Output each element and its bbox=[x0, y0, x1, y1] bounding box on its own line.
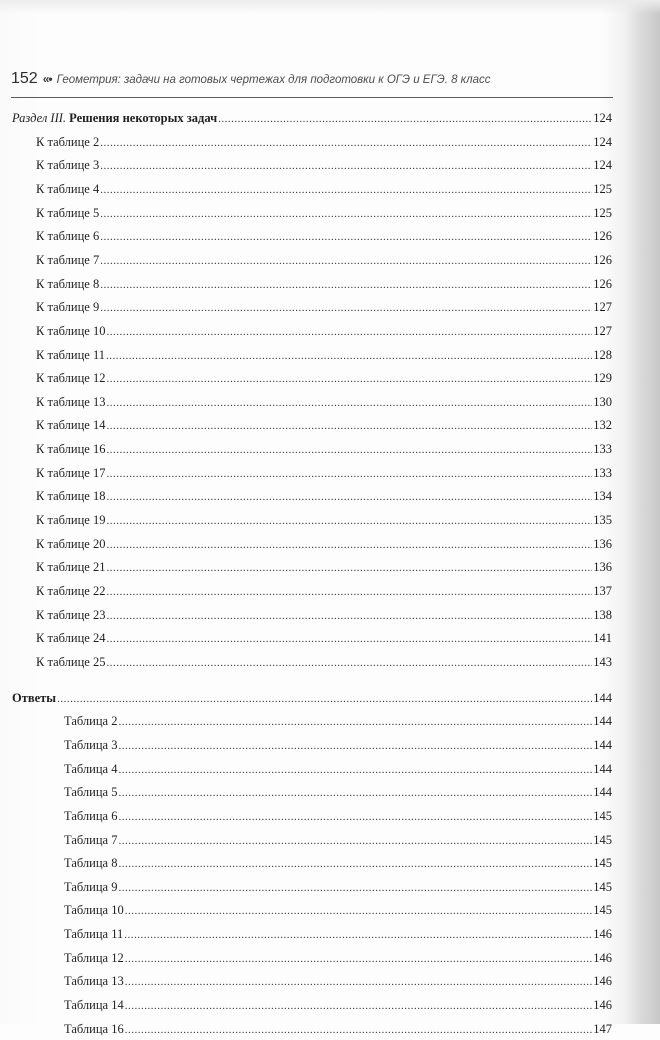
entry-label bbox=[36, 345, 105, 365]
entry-label bbox=[36, 581, 105, 601]
entry-text: К таблице 10 bbox=[36, 323, 106, 338]
running-header bbox=[11, 70, 612, 92]
toc-entry bbox=[36, 415, 612, 435]
entry-text: К таблице 3 bbox=[36, 158, 100, 173]
dot-leader bbox=[100, 275, 592, 295]
toc-entry bbox=[64, 853, 612, 873]
entry-label bbox=[64, 995, 124, 1015]
page-ref: 145 bbox=[593, 856, 612, 871]
entry-label bbox=[64, 853, 117, 873]
entry-label bbox=[64, 782, 117, 802]
entry-label bbox=[36, 652, 105, 672]
entry-text: К таблице 9 bbox=[36, 300, 100, 315]
toc-entry bbox=[64, 1019, 612, 1039]
page-ref: 144 bbox=[593, 785, 612, 800]
toc-entry bbox=[36, 486, 612, 506]
entry-text: Таблица 4 bbox=[64, 761, 118, 776]
dot-leader bbox=[106, 487, 592, 507]
dot-leader bbox=[106, 511, 592, 531]
section-name: Решения некоторых задач bbox=[69, 111, 218, 125]
entry-text: К таблице 20 bbox=[36, 536, 106, 551]
toc-entry bbox=[64, 924, 612, 944]
entry-label bbox=[64, 877, 117, 897]
page-ref: 127 bbox=[593, 323, 612, 338]
dot-leader bbox=[218, 109, 592, 129]
entry-label bbox=[36, 510, 105, 530]
entry-text: Таблица 14 bbox=[64, 998, 124, 1013]
entry-label bbox=[64, 900, 124, 920]
dot-leader bbox=[100, 180, 592, 200]
page-ref: 130 bbox=[593, 394, 612, 409]
entry-text: К таблице 6 bbox=[36, 229, 100, 244]
page-ref: 144 bbox=[593, 714, 612, 729]
entry-label bbox=[36, 534, 105, 554]
toc-entry bbox=[64, 759, 612, 779]
page-ref: 133 bbox=[593, 442, 612, 457]
dot-leader bbox=[118, 807, 592, 827]
dot-leader bbox=[106, 346, 592, 366]
entry-text: Таблица 3 bbox=[64, 737, 118, 752]
entry-label bbox=[36, 463, 105, 483]
toc-entry bbox=[36, 250, 612, 270]
entry-text: Таблица 9 bbox=[64, 879, 118, 894]
dot-leader bbox=[57, 689, 592, 709]
dot-leader bbox=[106, 322, 592, 342]
dot-leader bbox=[125, 901, 593, 921]
dot-leader bbox=[118, 712, 592, 732]
entry-text: К таблице 4 bbox=[36, 181, 100, 196]
entry-text: К таблице 12 bbox=[36, 371, 106, 386]
entry-label bbox=[36, 439, 105, 459]
page-ref: 132 bbox=[593, 418, 612, 433]
entry-label bbox=[64, 1019, 124, 1039]
page-ref: 127 bbox=[593, 300, 612, 315]
entry-label bbox=[36, 392, 105, 412]
toc-entry bbox=[36, 628, 612, 648]
entry-label bbox=[36, 179, 99, 199]
toc-entry bbox=[64, 735, 612, 755]
dot-leader bbox=[100, 156, 592, 176]
page-top-shadow bbox=[0, 0, 660, 14]
dot-leader bbox=[118, 854, 592, 874]
page-ref: 144 bbox=[593, 690, 612, 705]
entry-label bbox=[36, 274, 99, 294]
dot-leader bbox=[100, 133, 592, 153]
entry-text: Таблица 16 bbox=[64, 1021, 124, 1036]
entry-label bbox=[64, 806, 117, 826]
entry-label bbox=[64, 711, 117, 731]
page-ref: 124 bbox=[593, 134, 612, 149]
dot-leader bbox=[125, 1020, 593, 1040]
toc-entry bbox=[64, 948, 612, 968]
entry-text: Таблица 5 bbox=[64, 785, 118, 800]
entry-text: Таблица 7 bbox=[64, 832, 118, 847]
toc-entry bbox=[36, 392, 612, 412]
dot-leader bbox=[118, 878, 592, 898]
dot-leader bbox=[125, 972, 593, 992]
page-ref: 125 bbox=[593, 181, 612, 196]
entry-text: К таблице 22 bbox=[36, 584, 106, 598]
toc-entry bbox=[36, 605, 612, 625]
entry-text: К таблице 24 bbox=[36, 631, 106, 646]
entry-text: К таблице 18 bbox=[36, 489, 106, 504]
toc-section-heading bbox=[12, 108, 612, 128]
page-ref: 146 bbox=[593, 998, 612, 1013]
entry-text: Таблица 12 bbox=[64, 950, 124, 965]
entry-text: Таблица 13 bbox=[64, 974, 124, 989]
toc-entry bbox=[36, 155, 612, 175]
entry-label bbox=[36, 250, 99, 270]
dot-leader bbox=[106, 393, 592, 413]
entry-label bbox=[36, 486, 105, 506]
dot-leader bbox=[106, 440, 592, 460]
toc-entry bbox=[36, 463, 612, 483]
toc-entry bbox=[36, 557, 612, 577]
section-title bbox=[12, 108, 217, 128]
entry-text: К таблице 23 bbox=[36, 607, 106, 622]
dot-leader bbox=[100, 298, 592, 318]
entry-text: К таблице 16 bbox=[36, 442, 106, 457]
entry-label bbox=[36, 203, 99, 223]
page-ref: 143 bbox=[593, 654, 612, 669]
toc-entry bbox=[36, 274, 612, 294]
dot-leader bbox=[106, 558, 592, 578]
page-ref: 145 bbox=[593, 903, 612, 918]
page-ref: 144 bbox=[593, 761, 612, 776]
page-ref: 126 bbox=[593, 229, 612, 244]
page-ref: 137 bbox=[593, 584, 612, 598]
toc-entry bbox=[36, 581, 612, 601]
entry-text: Таблица 6 bbox=[64, 808, 118, 823]
dot-leader bbox=[118, 736, 592, 756]
section-name: Ответы bbox=[12, 690, 57, 705]
dot-leader bbox=[106, 629, 592, 649]
toc-entry bbox=[64, 900, 612, 920]
entry-text: К таблице 11 bbox=[36, 347, 106, 362]
page-ref: 133 bbox=[593, 465, 612, 480]
page-ref: 145 bbox=[593, 832, 612, 847]
toc-entry bbox=[64, 877, 612, 897]
entry-label bbox=[64, 830, 117, 850]
toc-entry bbox=[64, 711, 612, 731]
dot-leader bbox=[124, 925, 592, 945]
toc-entry bbox=[36, 179, 612, 199]
entry-text: Таблица 11 bbox=[64, 927, 124, 942]
entry-text: К таблице 14 bbox=[36, 418, 106, 433]
dot-leader bbox=[118, 831, 592, 851]
entry-text: К таблице 13 bbox=[36, 394, 106, 409]
page-ref: 134 bbox=[593, 489, 612, 504]
dot-leader bbox=[125, 949, 593, 969]
page-ref: 136 bbox=[593, 536, 612, 551]
toc-entry bbox=[36, 203, 612, 223]
entry-label bbox=[36, 368, 105, 388]
entry-label bbox=[36, 605, 105, 625]
page-number: 152 bbox=[11, 70, 38, 87]
page-ref: 141 bbox=[593, 631, 612, 646]
toc-entry bbox=[36, 534, 612, 554]
toc-entry bbox=[64, 782, 612, 802]
entry-label bbox=[36, 321, 105, 341]
toc-entry bbox=[36, 132, 612, 152]
page-ref: 146 bbox=[593, 974, 612, 989]
dot-leader bbox=[106, 369, 592, 389]
entry-text: К таблице 19 bbox=[36, 513, 106, 528]
entry-text: Таблица 8 bbox=[64, 856, 118, 871]
dot-leader bbox=[100, 227, 592, 247]
toc-entry bbox=[36, 226, 612, 246]
dot-leader bbox=[106, 653, 592, 673]
toc-entry bbox=[36, 321, 612, 341]
header-ornament: «• bbox=[42, 72, 52, 86]
toc-entry bbox=[64, 830, 612, 850]
entry-label bbox=[36, 155, 99, 175]
dot-leader bbox=[118, 783, 592, 803]
entry-label bbox=[64, 924, 123, 944]
dot-leader bbox=[106, 416, 592, 436]
toc-entry bbox=[36, 439, 612, 459]
dot-leader bbox=[125, 996, 593, 1016]
page-ref: 146 bbox=[593, 927, 612, 942]
page-ref: 126 bbox=[593, 276, 612, 291]
page-ref: 124 bbox=[593, 111, 612, 125]
toc-entry bbox=[36, 368, 612, 388]
entry-label bbox=[36, 226, 99, 246]
toc-entry bbox=[64, 971, 612, 991]
entry-label bbox=[36, 297, 99, 317]
page-ref: 144 bbox=[593, 737, 612, 752]
page-ref: 125 bbox=[593, 205, 612, 220]
entry-label bbox=[36, 628, 105, 648]
dot-leader bbox=[106, 606, 592, 626]
dot-leader bbox=[100, 204, 592, 224]
entry-text: Таблица 10 bbox=[64, 903, 124, 918]
dot-leader bbox=[118, 760, 592, 780]
page-ref: 126 bbox=[593, 252, 612, 267]
entry-label bbox=[64, 735, 117, 755]
page-ref: 146 bbox=[593, 950, 612, 965]
entry-text: К таблице 25 bbox=[36, 654, 106, 669]
dot-leader bbox=[106, 535, 592, 555]
page-ref: 124 bbox=[593, 158, 612, 173]
entry-label bbox=[36, 415, 105, 435]
book-title: Геометрия: задачи на готовых чертежах для подготовки к ОГЭ и ЕГЭ. 8 класс bbox=[56, 74, 491, 86]
page-ref: 147 bbox=[593, 1021, 612, 1036]
header-rule bbox=[11, 97, 613, 98]
entry-text: Таблица 2 bbox=[64, 714, 118, 729]
entry-text: К таблице 21 bbox=[36, 560, 106, 575]
toc-section-heading bbox=[12, 688, 612, 708]
entry-text: К таблице 7 bbox=[36, 252, 100, 267]
page-ref: 136 bbox=[593, 560, 612, 575]
dot-leader bbox=[100, 251, 592, 271]
page-ref: 145 bbox=[593, 879, 612, 894]
toc-entry bbox=[36, 297, 612, 317]
section-title bbox=[12, 688, 56, 708]
entry-text: К таблице 17 bbox=[36, 465, 106, 480]
dot-leader bbox=[106, 582, 592, 602]
toc-entry bbox=[64, 806, 612, 826]
section-prefix: Раздел III. bbox=[12, 111, 67, 125]
toc-entry bbox=[36, 652, 612, 672]
page-ref: 135 bbox=[593, 513, 612, 528]
page-ref: 128 bbox=[593, 347, 612, 362]
entry-label bbox=[64, 948, 124, 968]
page-ref: 129 bbox=[593, 371, 612, 386]
entry-label bbox=[36, 132, 99, 152]
page-ref: 138 bbox=[593, 607, 612, 622]
entry-label bbox=[64, 971, 124, 991]
toc-entry bbox=[36, 510, 612, 530]
entry-text: К таблице 5 bbox=[36, 205, 100, 220]
toc-entry bbox=[64, 995, 612, 1015]
entry-label bbox=[36, 557, 105, 577]
entry-label bbox=[64, 759, 117, 779]
entry-text: К таблице 2 bbox=[36, 134, 100, 149]
dot-leader bbox=[106, 464, 592, 484]
entry-text: К таблице 8 bbox=[36, 276, 100, 291]
toc-entry bbox=[36, 345, 612, 365]
page-ref: 145 bbox=[593, 808, 612, 823]
